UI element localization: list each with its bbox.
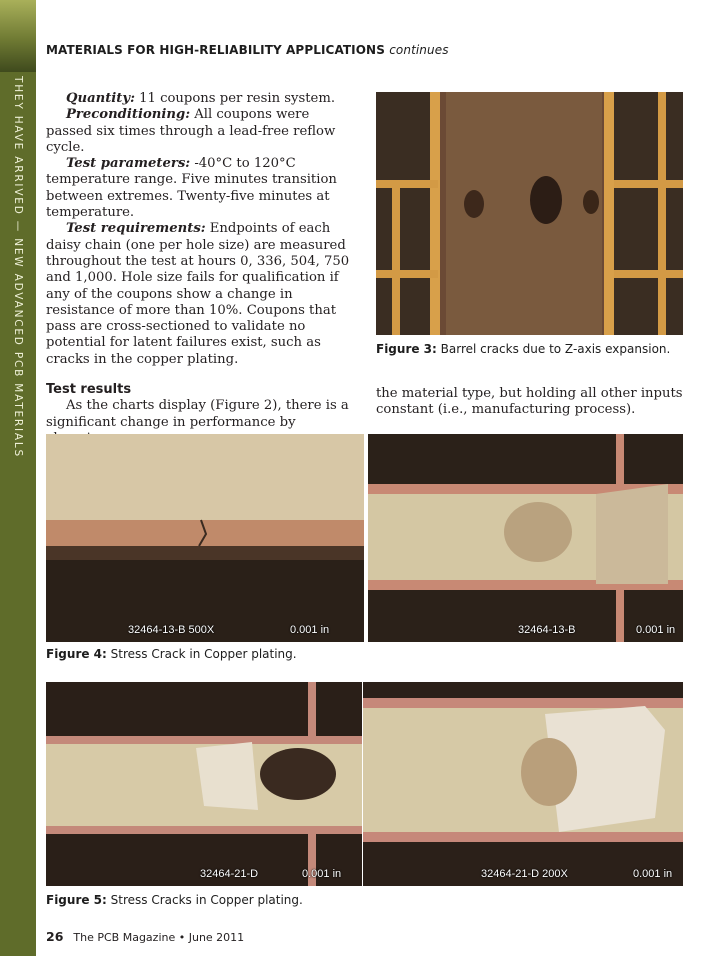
- figure-3-text: Barrel cracks due to Z-axis expansion.: [436, 342, 671, 356]
- figure-4-right-id: 32464-13-B: [518, 624, 576, 636]
- page-footer: [46, 929, 244, 944]
- publication-name: The PCB Magazine • June 2011: [73, 931, 245, 944]
- figure-4-caption: [46, 647, 297, 661]
- precond-label: Preconditioning:: [66, 107, 191, 123]
- precond-paragraph: [46, 107, 356, 156]
- quantity-paragraph: [46, 91, 356, 107]
- requirements-paragraph: [46, 221, 356, 368]
- continues-label: continues: [389, 43, 449, 57]
- section-title: MATERIALS FOR HIGH-RELIABILITY APPLICATIONS: [46, 43, 385, 57]
- figure-4-left-photo: [46, 434, 364, 642]
- right-column: [376, 386, 686, 419]
- figure-4-left-id: 32464-13-B 500X: [128, 624, 215, 636]
- figure-3-caption: [376, 342, 670, 356]
- figure-4-right-unit: 0.001 in: [636, 624, 676, 636]
- figure-4-left-unit: 0.001 in: [290, 624, 330, 636]
- figure-4-text: Stress Crack in Copper plating.: [106, 647, 297, 661]
- params-paragraph: [46, 156, 356, 221]
- figure-4-right-photo: [368, 434, 683, 642]
- figure-3-label: Figure 3:: [376, 342, 437, 356]
- quantity-label: Quantity:: [66, 91, 135, 106]
- figure-4-label: Figure 4:: [46, 647, 107, 661]
- results-heading: Test results: [46, 382, 132, 398]
- corner-accent: [0, 0, 36, 72]
- quantity-text: 11 coupons per resin system.: [134, 91, 336, 106]
- left-column: [46, 91, 356, 447]
- requirements-label: Test requirements:: [66, 221, 206, 237]
- precond-text: All coupons were passed six times through a lead-free reflow cycle.: [46, 107, 336, 155]
- figure-5-left-unit: 0.001 in: [302, 868, 342, 880]
- params-text: -40°C to 120°C temperature range. Five minutes transition between extremes. Twenty-five minutes at temperature.: [46, 156, 337, 221]
- results-text-right: the material type, but holding all other inputs constant (i.e., manufacturing process).: [376, 386, 683, 418]
- results-text-left: As the charts display (Figure 2), there is a significant change in performance by: [46, 398, 349, 430]
- figure-5-left-photo: [46, 682, 362, 886]
- figure-5-left-id: 32464-21-D: [200, 868, 259, 880]
- figure-5-caption: [46, 893, 303, 907]
- figure-5-right-unit: 0.001 in: [633, 868, 673, 880]
- running-head: [46, 43, 449, 57]
- page-number: 26: [46, 929, 64, 944]
- sidebar-running-title: THEY HAVE ARRIVED — NEW ADVANCED PCB MATERIALS: [12, 76, 24, 459]
- params-label: Test parameters:: [66, 156, 191, 172]
- figure-5-text: Stress Cracks in Copper plating.: [106, 893, 303, 907]
- figure-5-right-photo: [363, 682, 683, 886]
- figure-3-photo: [376, 92, 683, 335]
- figure-5-label: Figure 5:: [46, 893, 107, 907]
- requirements-text: Endpoints of each daisy chain (one per hole size) are measured throughout the test at hours 0, 336, 504, 750 and 1,000. Hole size fails for qualification if any of the coupons show a change in resistance of more than 10%. Coupons that pass are cross-sectioned to validate no potential for latent failures exist, such as cracks in the copper plating.: [46, 221, 350, 367]
- figure-5-right-id: 32464-21-D 200X: [481, 868, 568, 880]
